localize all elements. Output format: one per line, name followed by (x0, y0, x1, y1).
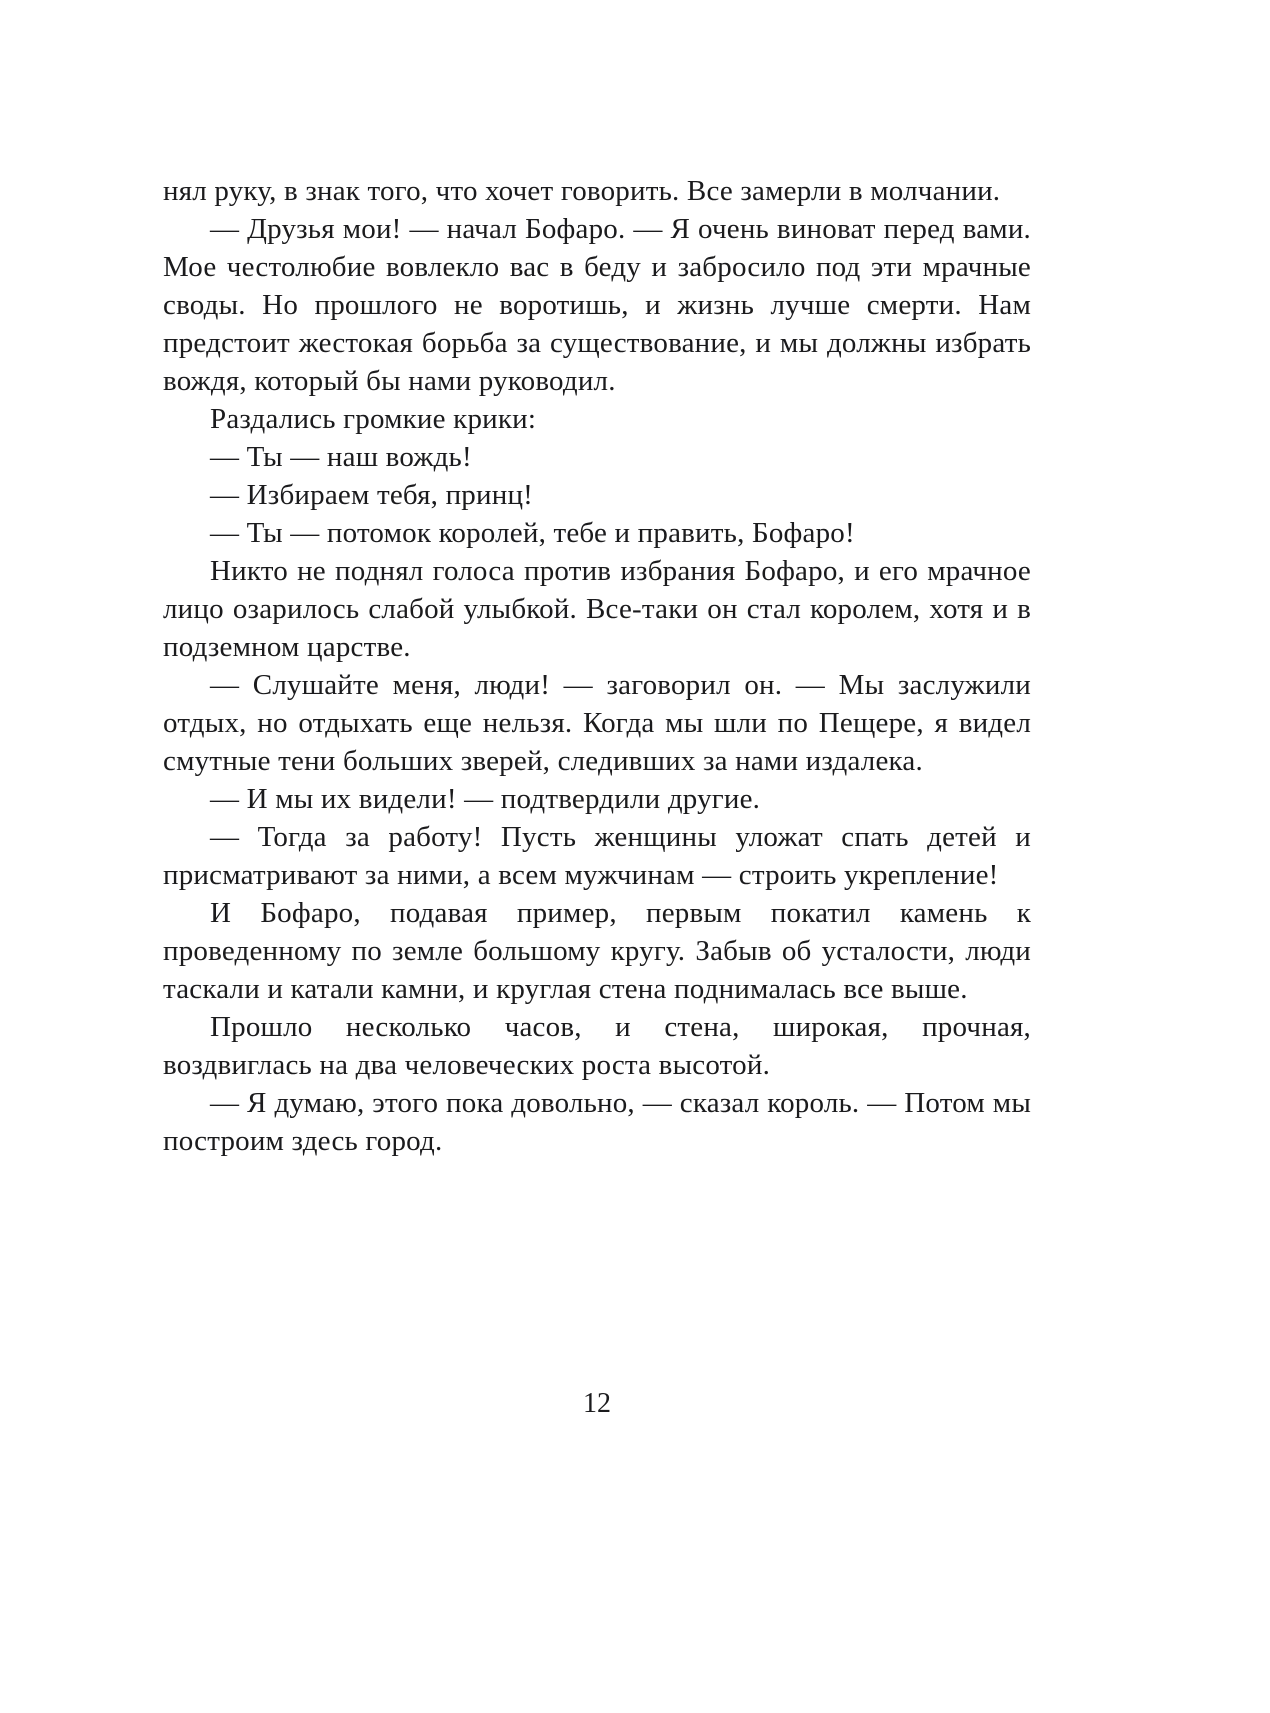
paragraph: — Друзья мои! — начал Бофаро. — Я очень виноват перед вами. Мое честолюбие вовлекло вас в беду и забросило под эти мрачные своды. Но прошлого не воротишь, и жизнь лучше смерти. Нам предстоит жестокая борьба за существование, и мы должны избрать вождя, который бы нами руководил. (163, 213, 1031, 397)
paragraph: Раздались громкие крики: (210, 403, 537, 435)
paragraph: — Избираем тебя, принц! (210, 479, 534, 511)
page-text (163, 172, 1031, 1160)
paragraph: — Слушайте меня, люди! — заговорил он. — Мы заслужили отдых, но отдыхать еще нельзя. Когда мы шли по Пещере, я видел смутные тени больших зверей, следивших за нами издалека. (163, 669, 1031, 777)
paragraph: нял руку, в знак того, что хочет говорить. Все замерли в молчании. (163, 175, 1001, 207)
paragraph: И Бофаро, подавая пример, первым покатил камень к проведенному по земле большому кругу. Забыв об усталости, люди таскали и катали камни, и круглая стена поднималась все выше. (163, 897, 1031, 1005)
paragraph: — И мы их видели! — подтвердили другие. (210, 783, 761, 815)
paragraph: Никто не поднял голоса против избрания Бофаро, и его мрачное лицо озарилось слабой улыбкой. Все-таки он стал королем, хотя и в подземном царстве. (163, 555, 1031, 663)
paragraph: — Ты — наш вождь! (210, 441, 472, 473)
paragraph: — Тогда за работу! Пусть женщины уложат спать детей и присматривают за ними, а всем мужчинам — строить укрепление! (163, 821, 1031, 891)
paragraph: — Я думаю, этого пока довольно, — сказал король. — Потом мы построим здесь город. (163, 1087, 1031, 1157)
paragraph: Прошло несколько часов, и стена, широкая, прочная, воздвиглась на два человеческих роста высотой. (163, 1011, 1031, 1081)
page-number: 12 (583, 1388, 611, 1419)
paragraph: — Ты — потомок королей, тебе и править, Бофаро! (210, 517, 855, 549)
